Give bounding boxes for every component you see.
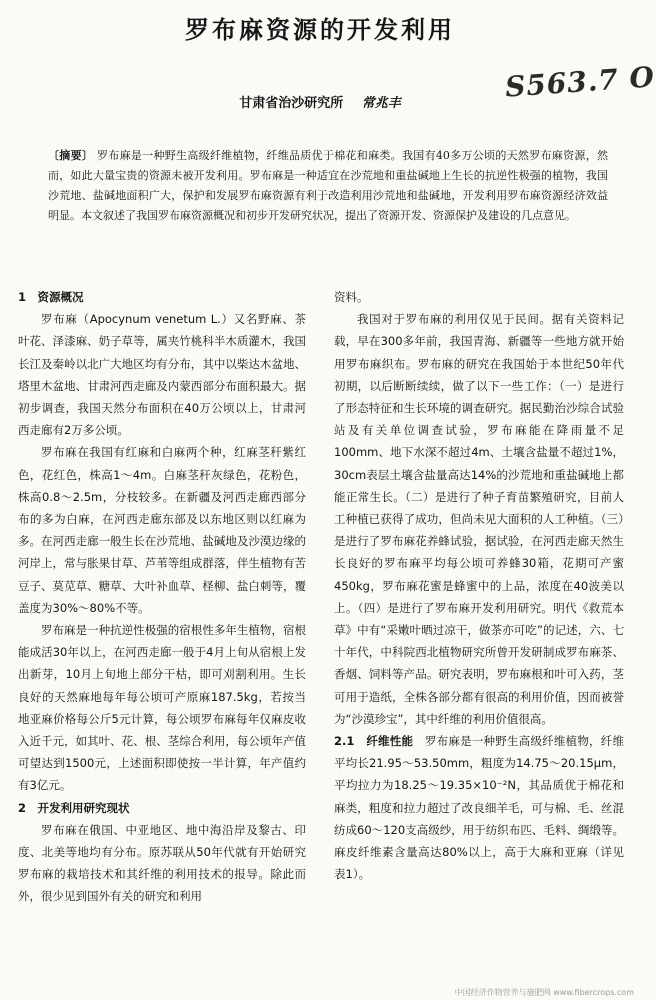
paragraph: 罗布麻是一种抗逆性极强的宿根性多年生植物，宿根能成活30年以上，在河西走廊一般于4月上旬从宿根上发出新芽，10月上旬地上部分干枯，即可刈割利用。生长良好的天然麻地每年每公顷可产原麻187.5kg，若按当地亚麻价格每公斤5元计算，每公顷罗布麻每年仅麻皮收入近千元，如其叶、花、根、茎综合利用，每公顷年产值可望达到1500元，上述面积即使按一半计算，年产值约有3亿元。 [18, 623, 306, 793]
abstract-label: 〔摘要〕 [48, 149, 94, 162]
paper-title: 罗布麻资源的开发利用 [185, 16, 455, 44]
paragraph: 罗布麻（Apocynum venetum L.）又名野麻、茶叶花、泽漆麻、奶子草等，属夹竹桃科半木质灌木，我国长江及秦岭以北广大地区均有分布，其中以柴达木盆地、塔里木盆地、甘肃河西走廊及内蒙西部分布面积最大。据初步调查，我国天然分布面积在40万公顷以上，甘肃河西走廊有2万多公顷。 [18, 312, 306, 438]
subsection-heading: 2.1 纤维性能 [334, 734, 414, 749]
abstract-text: 罗布麻是一种野生高级纤维植物，纤维品质优于棉花和麻类。我国有40多万公顷的天然罗布麻资源，然而，如此大量宝贵的资源未被开发利用。罗布麻是一种适宜在沙荒地和重盐碱地上生长的抗逆性极强的植物，我国沙荒地、盐碱地面积广大，保护和发展罗布麻资源有利于改造利用沙荒地和盐碱地，开发利用罗布麻资源经济效益明显。本文叙述了我国罗布麻资源概况和初步开发研究状况，提出了资源开发、资源保护及建设的几点意见。 [48, 149, 608, 222]
institution: 甘肃省治沙研究所 [239, 96, 344, 111]
site-watermark: 中国经济作物营养与施肥网 www.fibercrops.com [454, 988, 634, 997]
subsection-paragraph [334, 730, 624, 885]
right-column [334, 286, 624, 885]
handwritten-call-number: S563.7 O [504, 60, 656, 104]
paragraph: 我国对于罗布麻的利用仅见于民间。据有关资料记载，早在300多年前，我国青海、新疆等一些地方就开始用罗布麻织布。罗布麻的研究在我国始于本世纪50年代初期，以后断断续续，做了以下一些工作：（一）是进行了形态特征和生长环境的调查研究。据民勤治沙综合试验站及有关单位调查试验，罗布麻能在降雨量不足100mm、地下水深不超过4m、土壤含盐量不超过1%，30cm表层土壤含盐量高达14%的沙荒地和重盐碱地上都能正常生长。（二）是进行了种子育苗繁殖研究，目前人工种植已获得了成功，但尚未见大面积的人工种植。（三）是进行了罗布麻花养蜂试验，据试验，在河西走廊天然生长良好的罗布麻平均每公顷可养蜂30箱，花期可产蜜450kg，罗布麻花蜜是蜂蜜中的上品，浓度在40波美以上。（四）是进行了罗布麻开发利用研究。明代《救荒本草》中有“采嫩叶晒过凉干，做茶亦可吃”的记述，六、七十年代，中科院西北植物研究所曾开发研制成罗布麻茶、香烟、饲料等产品。研究表明，罗布麻根和叶可入药，茎可用于造纸，全株各部分都有很高的利用价值，因而被誉为“沙漠珍宝”，其中纤维的利用价值很高。 [334, 312, 624, 726]
section-heading: 1 资源概况 [18, 290, 84, 304]
left-column [18, 286, 306, 908]
byline [0, 92, 640, 111]
abstract [48, 146, 608, 226]
paragraph-continued: 资料。 [334, 290, 369, 304]
subsection-text: 罗布麻是一种野生高级纤维植物，纤维平均长21.95～53.50mm，粗度为14.75～20.15μm，平均拉力为18.25～19.35×10⁻²N，其品质优于棉花和麻类，粗度和拉力超过了改良细羊毛，可与棉、毛、丝混纺成60～120支高级纱，用于纺织布匹、毛料、绸缎等。麻皮纤维素含量高达80%以上，高于大麻和亚麻（详见表1）。 [334, 734, 625, 882]
author: 常兆丰 [361, 96, 401, 111]
paragraph: 罗布麻在俄国、中亚地区、地中海沿岸及黎古、印度、北美等地均有分布。原苏联从50年代就有开始研究罗布麻的栽培技术和其纤维的利用技术的报导。除此而外，很少见到国外有关的研究和利用 [18, 822, 306, 904]
section-heading: 2 开发利用研究现状 [18, 800, 130, 815]
paragraph: 罗布麻在我国有红麻和白麻两个种，红麻茎秆紫红色，花红色，株高1～4m。白麻茎秆灰绿色，花粉色，株高0.8～2.5m，分枝较多。在新疆及河西走廊西部分布的多为白麻，在河西走廊东部及以东地区则以红麻为多。在河西走廊一般生长在沙荒地、盐碱地及沙漠边缘的河岸上，常与胀果甘草、芦苇等组成群落，伴生植物有苦豆子、莫苋草、糖草、大叶补血草、柽柳、盐白刺等，覆盖度为30%～80%不等。 [18, 445, 306, 615]
